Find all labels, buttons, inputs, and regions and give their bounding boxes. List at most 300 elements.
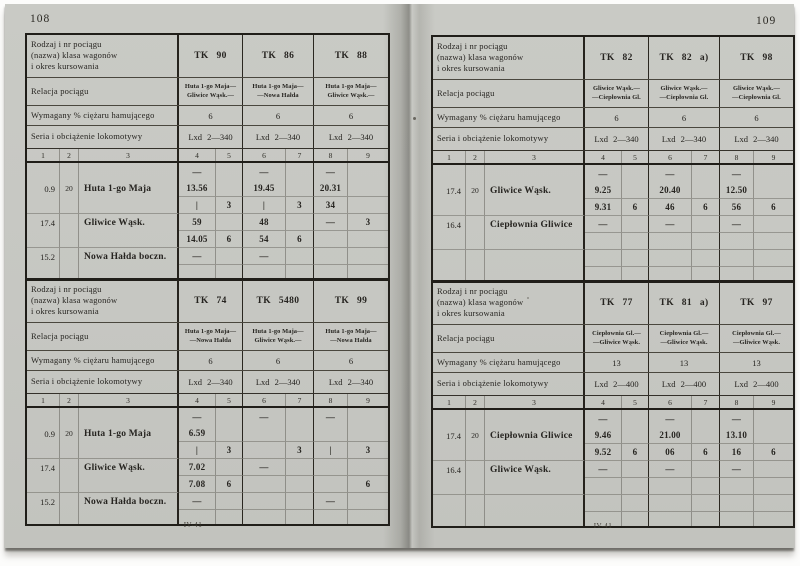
header-label-relation: Relacja pociągu <box>27 323 179 350</box>
time-value <box>754 216 793 233</box>
time-value <box>692 182 720 199</box>
time-value <box>649 233 692 250</box>
train-number: TK 5480 <box>243 280 314 322</box>
time-value: 59 <box>179 214 216 231</box>
table-row <box>27 197 388 214</box>
train-info-label-line: Rodzaj i nr pociągu <box>31 284 102 294</box>
time-value <box>348 248 388 265</box>
train-relation <box>179 78 243 105</box>
time-value <box>622 478 649 495</box>
load-col-value <box>466 216 485 233</box>
column-number: 2 <box>60 394 79 406</box>
column-number: 3 <box>485 151 585 163</box>
train-number: TK 86 <box>243 35 314 77</box>
time-value <box>754 233 793 250</box>
train-relation <box>243 323 314 350</box>
column-number: 7 <box>286 149 314 161</box>
station-name: Ciepłownia Gliwice <box>485 427 585 444</box>
station-name <box>79 408 179 425</box>
km-value: 0.9 <box>27 180 60 197</box>
time-value <box>286 248 314 265</box>
plate-code: IV-41 <box>183 521 203 529</box>
time-value: 6 <box>622 199 649 216</box>
time-value: — <box>585 165 622 182</box>
empty-cell <box>60 510 79 524</box>
time-value <box>243 493 286 510</box>
time-value <box>692 461 720 478</box>
time-value: 3 <box>216 197 243 214</box>
time-value <box>348 163 388 180</box>
column-number: 2 <box>466 151 485 163</box>
time-value: — <box>720 410 754 427</box>
empty-cell <box>348 265 388 279</box>
train-info-label-line: (nazwa) klasa wagonów <box>31 295 118 306</box>
plate-code: IV-41 <box>593 522 613 530</box>
locomotive-load-value: Lxd 2—340 <box>734 134 779 144</box>
train-relation <box>585 80 649 107</box>
train-relation-line: —Ciepłownia Gl. <box>732 93 781 101</box>
empty-cell <box>433 512 466 526</box>
column-number: 4 <box>179 394 216 406</box>
time-value: 13.10 <box>720 427 754 444</box>
train-info-label-line: Rodzaj i nr pociągu <box>31 39 102 49</box>
locomotive-load-value: Lxd 2—340 <box>179 126 243 148</box>
load-col-value <box>466 410 485 427</box>
locomotive-load-value: Lxd 2—400 <box>734 379 779 389</box>
train-relation-line: Huta 1-go Maja— <box>184 327 237 335</box>
km-value <box>433 233 466 250</box>
time-value: 12.50 <box>720 182 754 199</box>
time-value <box>348 408 388 425</box>
locomotive-load-value: Lxd 2—340 <box>328 132 374 142</box>
brake-percent-value: 6 <box>243 351 314 370</box>
time-value: 9.31 <box>585 199 622 216</box>
time-value <box>692 233 720 250</box>
time-value <box>314 231 348 248</box>
table-row <box>27 459 388 476</box>
time-value: 54 <box>243 231 286 248</box>
header-label-locomotive: Seria i obciążenie lokomotywy <box>433 128 585 150</box>
time-value <box>286 408 314 425</box>
time-value: 6 <box>754 199 793 216</box>
train-relation-line: Gliwice Wąsk.— <box>732 84 781 92</box>
time-value: 6 <box>692 444 720 461</box>
time-value: 3 <box>286 442 314 459</box>
page-number: 109 <box>756 15 777 27</box>
time-value <box>622 427 649 444</box>
train-number: TK 81 a) <box>649 282 720 324</box>
load-col-value: 20 <box>60 180 79 197</box>
empty-cell <box>27 265 60 279</box>
train-relation-line: Gliwice Wąsk.— <box>327 91 375 99</box>
time-value: 7.08 <box>179 476 216 493</box>
station-name <box>485 233 585 250</box>
km-value: 0.9 <box>27 425 60 442</box>
km-value: 16.4 <box>433 461 466 478</box>
km-value <box>27 163 60 180</box>
station-name: Ciepłownia Gliwice <box>485 216 585 233</box>
empty-cell <box>466 267 485 281</box>
load-col-value: 20 <box>60 425 79 442</box>
time-value <box>720 495 754 512</box>
train-relation <box>179 323 243 350</box>
time-value: | <box>243 197 286 214</box>
column-number: 3 <box>79 149 179 161</box>
load-col-value <box>60 231 79 248</box>
time-value <box>216 459 243 476</box>
table-row <box>433 165 793 182</box>
locomotive-load-value: Lxd 2—340 <box>179 371 243 393</box>
train-relation-line: Gliwice Wąsk.— <box>186 91 235 99</box>
column-number: 3 <box>485 396 585 408</box>
locomotive-load-value: Lxd 2—340 <box>328 377 374 387</box>
column-number: 1 <box>27 149 60 161</box>
table-row <box>27 180 388 197</box>
column-number: 9 <box>366 395 370 405</box>
time-value: 3 <box>348 214 388 231</box>
column-number: 9 <box>771 152 776 162</box>
time-value: 6.59 <box>179 425 216 442</box>
train-relation-line: —Ciepłownia Gl. <box>659 93 709 101</box>
train-relation-line: Ciepłownia Gl.— <box>659 329 709 337</box>
column-number: 1 <box>433 151 466 163</box>
time-value <box>720 233 754 250</box>
column-number-row <box>433 396 793 410</box>
time-value <box>692 250 720 267</box>
load-col-value <box>60 197 79 214</box>
time-value: 9.52 <box>585 444 622 461</box>
table-row <box>433 216 793 233</box>
time-value <box>286 214 314 231</box>
train-relation <box>720 325 793 352</box>
station-name <box>485 199 585 216</box>
time-value: 6 <box>286 231 314 248</box>
time-value <box>622 461 649 478</box>
empty-cell <box>286 265 314 279</box>
time-value <box>216 214 243 231</box>
train-number: TK 88 <box>334 51 368 61</box>
train-number: TK 99 <box>334 296 368 306</box>
time-value: 14.05 <box>179 231 216 248</box>
column-number: 6 <box>649 396 692 408</box>
time-value: 6 <box>348 476 388 493</box>
column-number: 1 <box>27 394 60 406</box>
station-name: Gliwice Wąsk. <box>79 459 179 476</box>
load-col-value <box>60 493 79 510</box>
column-number: 6 <box>243 394 286 406</box>
time-value <box>585 478 622 495</box>
column-number: 5 <box>622 396 649 408</box>
table-row-filler <box>433 267 793 281</box>
empty-cell <box>314 265 348 279</box>
time-value <box>585 250 622 267</box>
train-relation <box>314 323 388 350</box>
locomotive-load-value: Lxd 2—400 <box>649 373 720 395</box>
time-value <box>754 250 793 267</box>
locomotive-load-value: Lxd 2—340 <box>243 126 314 148</box>
load-col-value <box>60 459 79 476</box>
train-relation-line: —Gliwice Wąsk. <box>732 338 781 346</box>
time-value: 19.45 <box>243 180 286 197</box>
header-label-brake-percent: Wymagany % ciężaru hamującego <box>27 106 179 125</box>
header-label-locomotive: Seria i obciążenie lokomotywy <box>27 126 179 148</box>
column-number-row <box>27 149 388 163</box>
time-value: 34 <box>314 197 348 214</box>
time-value <box>754 182 793 199</box>
header-label-locomotive: Seria i obciążenie lokomotywy <box>27 371 179 393</box>
locomotive-load-value: Lxd 2—340 <box>649 128 720 150</box>
train-relation-line: Huta 1-go Maja— <box>184 82 237 90</box>
time-value: — <box>585 216 622 233</box>
time-value <box>622 182 649 199</box>
header-label-brake-percent: Wymagany % ciężaru hamującego <box>27 351 179 370</box>
time-value: 16 <box>720 444 754 461</box>
empty-cell <box>720 267 754 281</box>
station-name: Gliwice Wąsk. <box>79 214 179 231</box>
column-number: 9 <box>771 397 776 407</box>
train-relation-line: Gliwice Wąsk.— <box>254 336 302 344</box>
train-info-label-line: (nazwa) klasa wagonów <box>437 52 524 63</box>
empty-cell <box>286 510 314 524</box>
station-name <box>485 444 585 461</box>
time-value: — <box>314 214 348 231</box>
timetable-table <box>431 280 795 528</box>
locomotive-load-value: Lxd 2—340 <box>243 371 314 393</box>
load-col-value <box>60 442 79 459</box>
station-name <box>79 442 179 459</box>
km-value <box>27 197 60 214</box>
train-info-label-line: (nazwa) klasa wagonów <box>437 297 524 308</box>
time-value: — <box>649 165 692 182</box>
locomotive-load-value: Lxd 2—340 <box>585 128 649 150</box>
time-value <box>622 165 649 182</box>
train-relation <box>314 78 388 105</box>
station-name <box>485 410 585 427</box>
time-value <box>692 495 720 512</box>
time-value <box>314 425 348 442</box>
column-number: 8 <box>720 151 754 163</box>
station-name: Nowa Hałda boczn. <box>79 493 179 510</box>
time-value <box>754 410 793 427</box>
empty-cell <box>433 267 466 281</box>
brake-percent-value: 6 <box>179 106 243 125</box>
time-value <box>314 459 348 476</box>
time-value <box>348 231 388 248</box>
table-row <box>433 410 793 427</box>
train-relation <box>585 325 649 352</box>
time-value: | <box>179 442 216 459</box>
time-value <box>286 163 314 180</box>
header-label-train-info <box>433 37 585 79</box>
brake-percent-value: 6 <box>585 108 649 127</box>
time-value: — <box>585 461 622 478</box>
empty-cell <box>692 512 720 526</box>
load-col-value <box>466 233 485 250</box>
table-row <box>433 427 793 444</box>
empty-cell <box>622 267 649 281</box>
time-value <box>692 427 720 444</box>
km-value: 17.4 <box>433 427 466 444</box>
empty-cell <box>754 267 793 281</box>
time-value <box>622 250 649 267</box>
time-value <box>216 180 243 197</box>
train-relation-line: —Ciepłownia Gl. <box>592 93 641 101</box>
time-value <box>216 493 243 510</box>
time-value: 6 <box>692 199 720 216</box>
time-value <box>216 163 243 180</box>
time-value <box>348 459 388 476</box>
table-row <box>433 495 793 512</box>
column-number: 2 <box>60 149 79 161</box>
load-col-value <box>466 199 485 216</box>
load-col-value <box>466 478 485 495</box>
locomotive-load-value: Lxd 2—400 <box>585 373 649 395</box>
time-value <box>754 478 793 495</box>
time-value <box>216 248 243 265</box>
load-col-value <box>466 461 485 478</box>
time-value: — <box>243 408 286 425</box>
km-value: 17.4 <box>27 459 60 476</box>
station-name <box>79 197 179 214</box>
train-info-label-line: Rodzaj i nr pociągu <box>437 41 508 51</box>
train-number: TK 90 <box>179 35 243 77</box>
train-relation-line: Ciepłownia Gl.— <box>592 329 641 337</box>
time-value <box>622 216 649 233</box>
time-value: — <box>179 163 216 180</box>
empty-cell <box>720 512 754 526</box>
empty-cell <box>60 265 79 279</box>
station-name: Huta 1-go Maja <box>79 180 179 197</box>
train-relation-line: —Gliwice Wąsk. <box>660 338 708 346</box>
table-row <box>433 199 793 216</box>
train-relation-line: —Gliwice Wąsk. <box>592 338 641 346</box>
column-number: 3 <box>79 394 179 406</box>
station-name <box>79 476 179 493</box>
time-value: 6 <box>216 476 243 493</box>
time-value: 3 <box>348 442 388 459</box>
time-value <box>754 165 793 182</box>
train-relation-line: Gliwice Wąsk.— <box>660 84 708 92</box>
km-value <box>27 476 60 493</box>
table-row <box>27 493 388 510</box>
time-value <box>243 425 286 442</box>
time-value: — <box>585 410 622 427</box>
empty-cell <box>754 512 793 526</box>
station-name <box>485 165 585 182</box>
time-value: — <box>649 461 692 478</box>
time-value: — <box>179 248 216 265</box>
time-value: — <box>314 163 348 180</box>
time-value: | <box>314 442 348 459</box>
table-row <box>27 425 388 442</box>
time-value: | <box>179 197 216 214</box>
time-value <box>649 478 692 495</box>
paper-speck <box>413 117 416 120</box>
header-label-relation: Relacja pociągu <box>433 80 585 107</box>
train-relation <box>649 325 720 352</box>
time-value: — <box>314 493 348 510</box>
km-value <box>433 495 466 512</box>
column-number: 7 <box>286 394 314 406</box>
time-value: — <box>179 493 216 510</box>
time-value <box>692 478 720 495</box>
train-relation-line: Huta 1-go Maja— <box>325 327 377 335</box>
column-number: 2 <box>466 396 485 408</box>
brake-percent-value: 6 <box>243 106 314 125</box>
train-number: TK 97 <box>740 298 773 308</box>
station-name <box>79 163 179 180</box>
km-value <box>27 408 60 425</box>
time-value <box>754 427 793 444</box>
time-value: 46 <box>649 199 692 216</box>
table-row-filler <box>27 265 388 279</box>
empty-cell <box>348 510 388 524</box>
book-gutter-shadow <box>383 4 435 548</box>
table-row <box>27 231 388 248</box>
header-label-train-info <box>27 35 179 77</box>
train-relation-line: Gliwice Wąsk.— <box>592 84 641 92</box>
time-value <box>585 233 622 250</box>
time-value <box>720 250 754 267</box>
brake-percent-value: 13 <box>585 353 649 372</box>
time-value: — <box>649 216 692 233</box>
station-name <box>79 231 179 248</box>
time-value <box>720 478 754 495</box>
time-value <box>348 180 388 197</box>
empty-cell <box>649 512 692 526</box>
km-value <box>27 231 60 248</box>
km-value <box>433 165 466 182</box>
time-value <box>348 493 388 510</box>
train-info-label-line: i okres kursowania <box>31 306 99 317</box>
time-value <box>622 233 649 250</box>
time-value <box>348 425 388 442</box>
km-value <box>433 410 466 427</box>
empty-cell <box>27 510 60 524</box>
train-info-label-line: i okres kursowania <box>437 63 505 74</box>
table-row <box>27 214 388 231</box>
column-number: 5 <box>216 394 243 406</box>
train-relation-line: —Nowa Hałda <box>330 336 372 344</box>
load-col-value <box>60 163 79 180</box>
station-name: Gliwice Wąsk. <box>485 461 585 478</box>
column-number: 6 <box>649 151 692 163</box>
time-value <box>216 425 243 442</box>
time-value: — <box>243 163 286 180</box>
station-name <box>485 495 585 512</box>
load-col-value <box>466 495 485 512</box>
table-row <box>27 476 388 493</box>
time-value: 7.02 <box>179 459 216 476</box>
brake-percent-value: 13 <box>752 357 761 368</box>
train-relation <box>243 78 314 105</box>
train-info-label-line: i okres kursowania <box>31 61 99 72</box>
time-value <box>286 493 314 510</box>
column-number: 1 <box>433 396 466 408</box>
table-row <box>27 408 388 425</box>
time-value: — <box>179 408 216 425</box>
empty-cell <box>243 510 286 524</box>
load-col-value <box>60 248 79 265</box>
load-col-value <box>466 250 485 267</box>
train-number: TK 77 <box>585 282 649 324</box>
book-spread <box>5 4 794 548</box>
table-row <box>27 248 388 265</box>
km-value <box>433 250 466 267</box>
train-number: TK 74 <box>179 280 243 322</box>
column-number: 7 <box>692 396 720 408</box>
load-col-value <box>60 408 79 425</box>
